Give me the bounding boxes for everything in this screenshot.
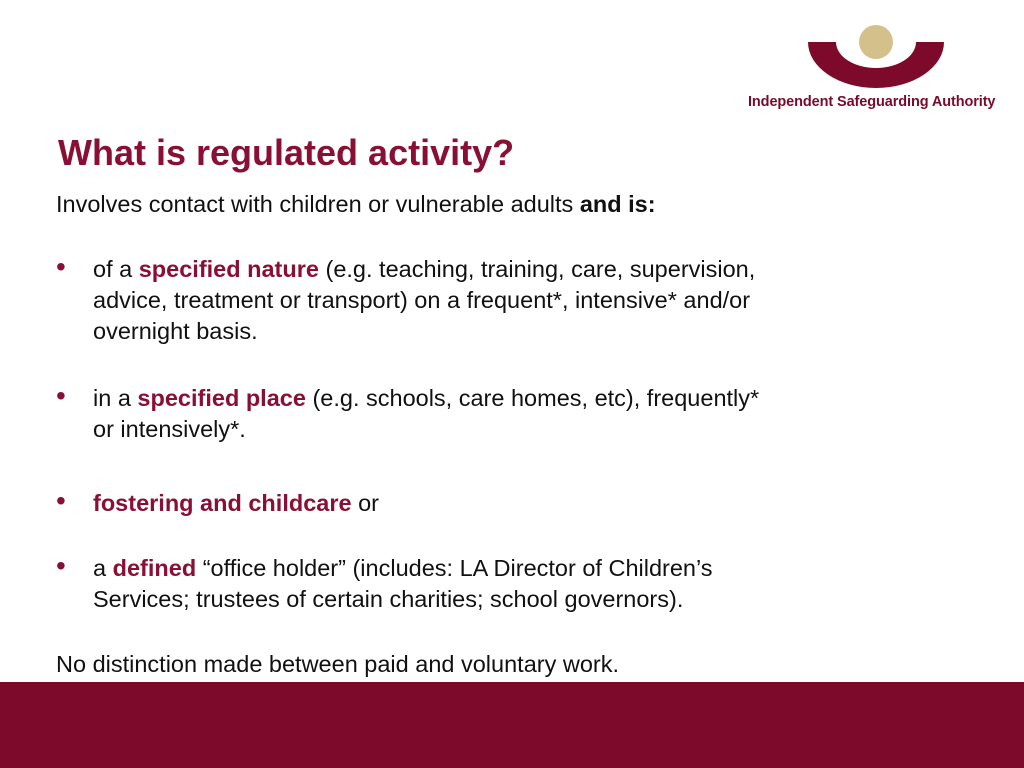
- bullet-highlight: fostering and childcare: [93, 490, 352, 516]
- outro-text: No distinction made between paid and voluntary work.: [56, 651, 620, 677]
- bullet-text: “office holder” (includes: LA Director of Children’s: [196, 555, 713, 581]
- isa-logo-icon: [806, 22, 946, 88]
- bullet-icon: •: [56, 251, 66, 282]
- bullet-icon: •: [56, 550, 66, 581]
- bullet-highlight: specified nature: [138, 256, 319, 282]
- isa-logo: [748, 22, 1004, 117]
- bullet-text: (e.g. teaching, training, care, supervision,: [318, 256, 756, 282]
- bullet-line: [93, 254, 755, 285]
- bullet-line: or intensively*.: [93, 416, 246, 442]
- logo-text: Independent Safeguarding Authority: [748, 94, 996, 110]
- bullet-line: overnight basis.: [93, 318, 258, 344]
- bullet-line: [93, 553, 713, 584]
- bullet-line: Services; trustees of certain charities; school governors).: [93, 586, 684, 612]
- footer-band: [0, 682, 1024, 768]
- logo-circle: [859, 25, 893, 59]
- bullet-text: (e.g. schools, care homes, etc), frequently*: [305, 385, 760, 411]
- intro-plain: Involves contact with children or vulnerable adults: [56, 191, 580, 217]
- intro-bold: and is:: [579, 191, 656, 217]
- bullet-prefix: a: [93, 555, 113, 581]
- intro-text: [56, 189, 656, 219]
- bullet-icon: •: [56, 485, 66, 516]
- bullet-prefix: in a: [93, 385, 138, 411]
- bullet-line: [93, 383, 759, 414]
- bullet-icon: •: [56, 380, 66, 411]
- bullet-line: [93, 488, 379, 519]
- bullet-line: advice, treatment or transport) on a frequent*, intensive* and/or: [93, 287, 751, 313]
- bullet-prefix: of a: [93, 256, 139, 282]
- bullet-text: or: [351, 490, 379, 516]
- bullet-highlight: specified place: [137, 385, 306, 411]
- slide-title: What is regulated activity?: [58, 132, 515, 173]
- bullet-highlight: defined: [112, 555, 197, 581]
